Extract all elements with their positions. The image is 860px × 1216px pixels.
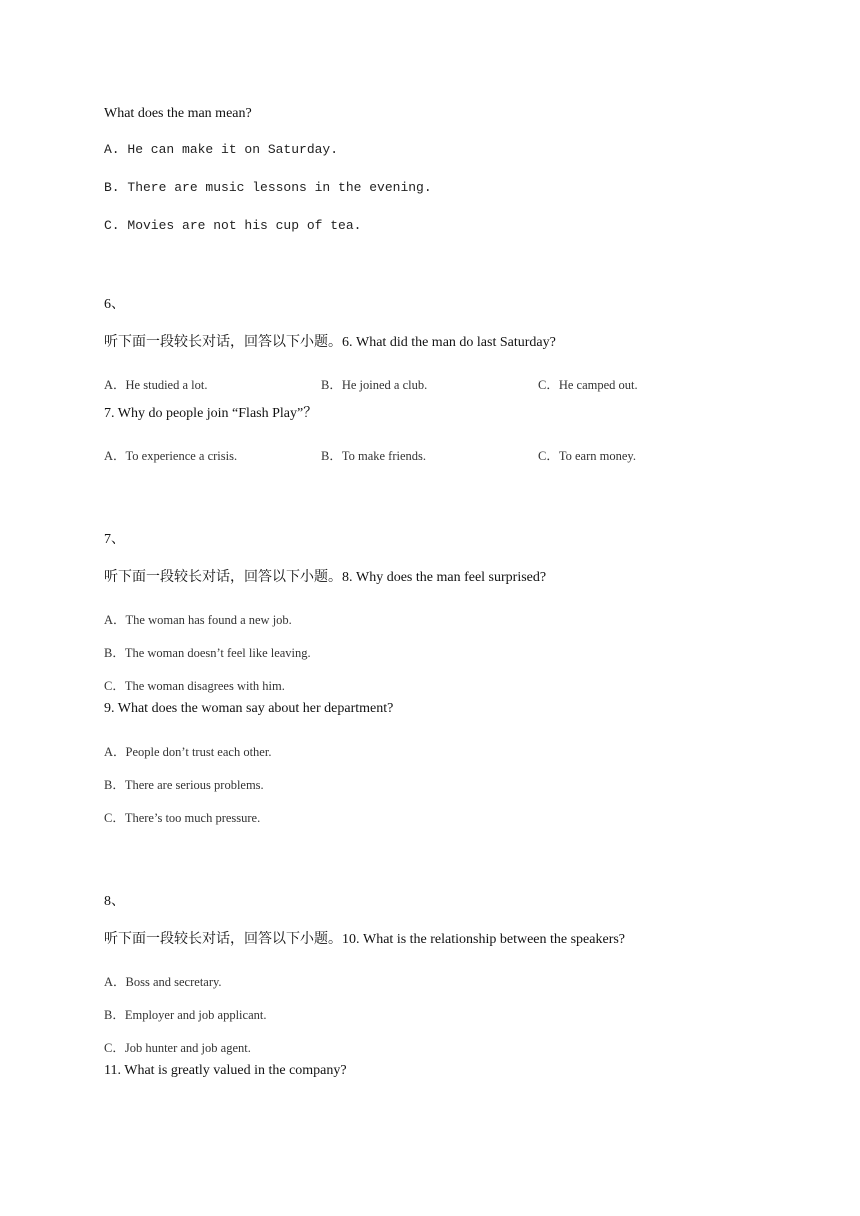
- q7-option-b: B．To make friends.: [321, 449, 427, 463]
- q8-option-c: C．The woman disagrees with him.: [104, 679, 285, 693]
- q6-option-c: C．He camped out.: [538, 378, 638, 392]
- q8-option-a: A．The woman has found a new job.: [104, 613, 292, 627]
- q9-option-b: B．There are serious problems.: [104, 778, 264, 792]
- q10-option-b: B．Employer and job applicant.: [104, 1008, 267, 1022]
- q9-option-c: C．There’s too much pressure.: [104, 811, 261, 825]
- q6-option-a: A．He studied a lot.: [104, 378, 208, 392]
- q8-option-b: B．The woman doesn’t feel like leaving.: [104, 646, 311, 660]
- q10-option-a: A．Boss and secretary.: [104, 975, 222, 989]
- q5-option-b: B. There are music lessons in the evening.: [104, 180, 432, 195]
- q6-option-b: B．He joined a club.: [321, 378, 428, 392]
- q7-stem: 7. Why do people join “Flash Play”？: [104, 406, 318, 421]
- q7-option-c: C．To earn money.: [538, 449, 636, 463]
- q5-option-a: A. He can make it on Saturday.: [104, 142, 339, 157]
- section-8-number: 8、: [104, 894, 125, 909]
- section-6-number: 6、: [104, 297, 125, 312]
- q9-option-a: A．People don’t trust each other.: [104, 745, 272, 759]
- q5-stem: What does the man mean?: [104, 106, 252, 121]
- section-7-number: 7、: [104, 532, 125, 547]
- section-7-intro: 听下面一段较长对话，回答以下小题。8. Why does the man feel surprised?: [104, 570, 547, 585]
- q11-stem: 11. What is greatly valued in the company?: [104, 1063, 347, 1078]
- section-6-intro: 听下面一段较长对话，回答以下小题。6. What did the man do last Saturday?: [104, 335, 556, 350]
- q7-option-a: A．To experience a crisis.: [104, 449, 238, 463]
- q9-stem: 9. What does the woman say about her department?: [104, 701, 394, 716]
- q10-option-c: C．Job hunter and job agent.: [104, 1041, 251, 1055]
- q5-option-c: C. Movies are not his cup of tea.: [104, 218, 362, 233]
- section-8-intro: 听下面一段较长对话，回答以下小题。10. What is the relationship between the speakers?: [104, 932, 626, 947]
